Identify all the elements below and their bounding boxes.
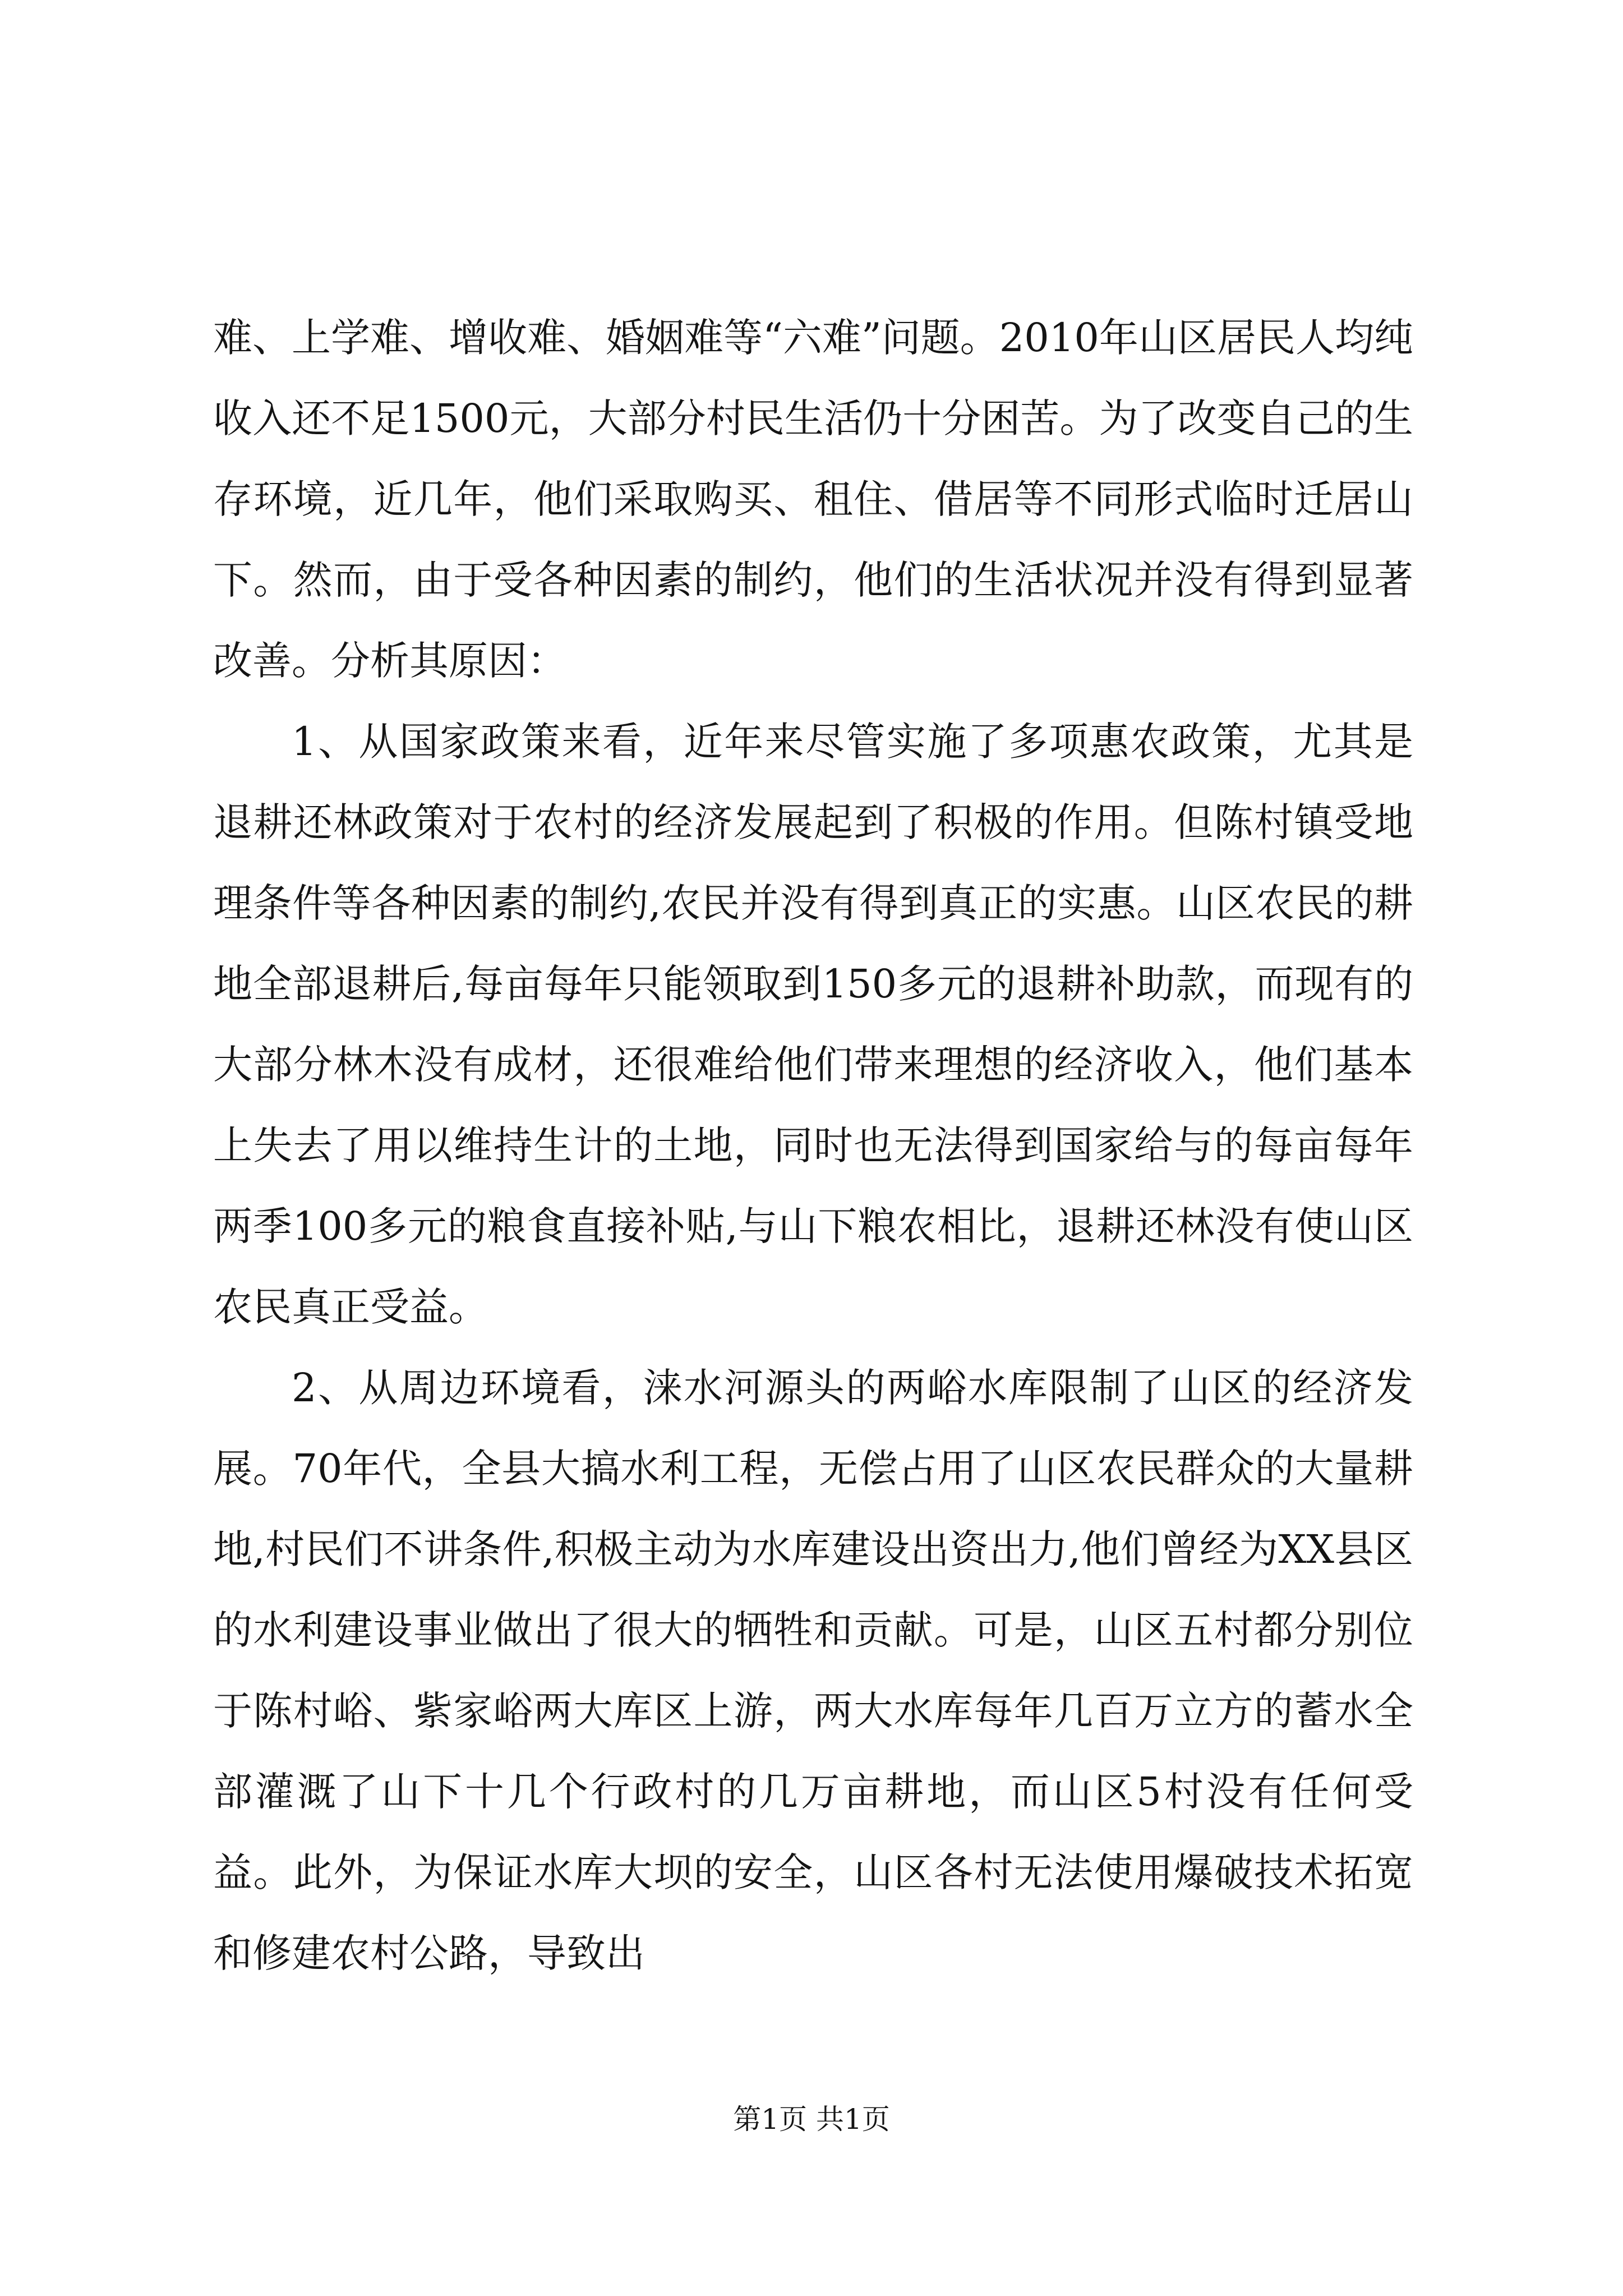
paragraph-environment: 2、从周边环境看，涞水河源头的两峪水库限制了山区的经济发展。70年代，全县大搞水利工程，无偿占用了山区农民群众的大量耕地,村民们不讲条件,积极主动为水库建设出资出力,他们曾经为XX县区的水利建设事业做出了很大的牺牲和贡献。可是，山区五村都分别位于陈村峪、紫家峪两大库区上游，两大水库每年几百万立方的蓄水全部灌溉了山下十几个行政村的几万亩耕地，而山区5村没有任何受益。此外，为保证水库大坝的安全，山区各村无法使用爆破技术拓宽和修建农村公路，导致出 [213, 1365, 1413, 1976]
paragraph-continuation: 难、上学难、增收难、婚姻难等“六难”问题。2010年山区居民人均纯收入还不足1500元，大部分村民生活仍十分困苦。为了改变自己的生存环境，近几年，他们采取购买、租住、借居等不同形式临时迁居山下。然而，由于受各种因素的制约，他们的生活状况并没有得到显著改善。分析其原因： [213, 315, 1413, 684]
paragraph-policy: 1、从国家政策来看，近年来尽管实施了多项惠农政策，尤其是退耕还林政策对于农村的经济发展起到了积极的作用。但陈村镇受地理条件等各种因素的制约,农民并没有得到真正的实惠。山区农民的耕地全部退耕后,每亩每年只能领取到150多元的退耕补助款，而现有的大部分林木没有成材，还很难给他们带来理想的经济收入，他们基本上失去了用以维持生计的土地，同时也无法得到国家给与的每亩每年两季100多元的粮食直接补贴,与山下粮农相比，退耕还林没有使山区农民真正受益。 [213, 719, 1413, 1330]
page-footer: 第1页 共1页 [733, 2103, 890, 2136]
document-body [213, 297, 1413, 1994]
